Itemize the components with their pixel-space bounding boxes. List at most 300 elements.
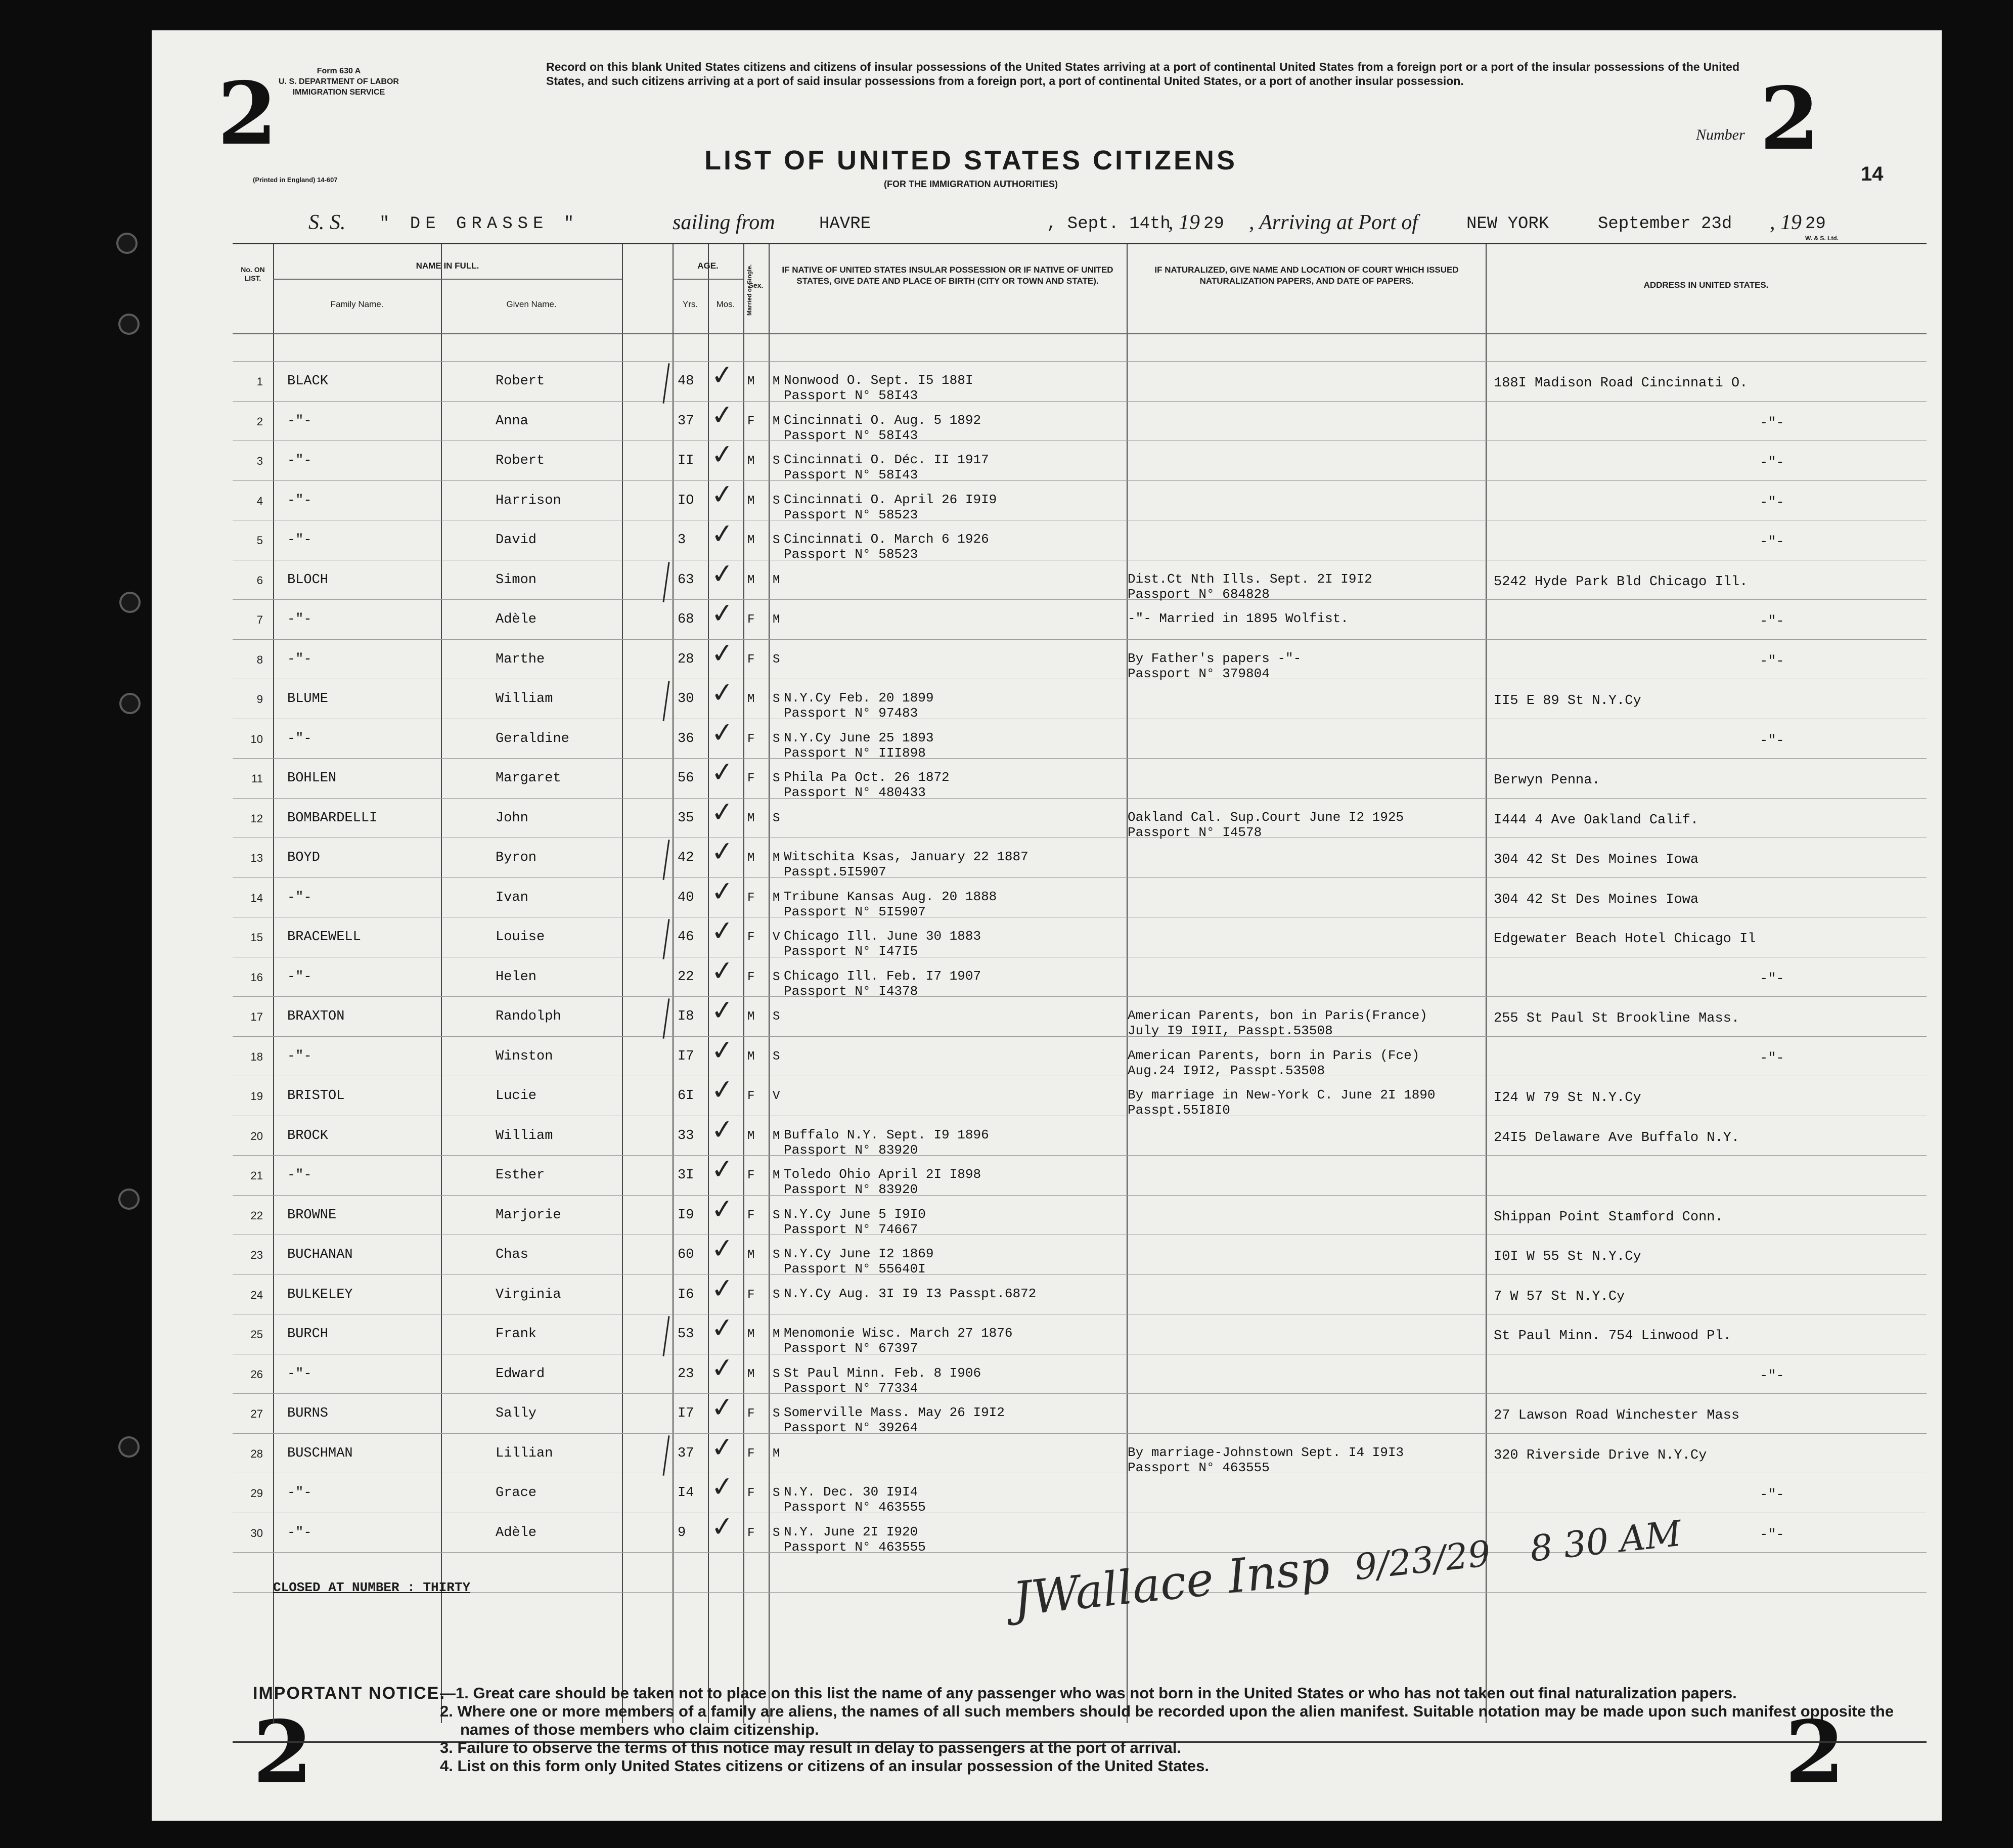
address: St Paul Minn. 754 Linwood Pl.	[1494, 1329, 1731, 1344]
address: 7 W 57 St N.Y.Cy	[1494, 1289, 1625, 1304]
row-number: 28	[250, 1447, 263, 1460]
row-number: 1	[256, 375, 263, 388]
binder-hole	[118, 314, 140, 335]
checkmark-icon: ✓	[709, 477, 735, 511]
given-name: Winston	[496, 1048, 553, 1064]
family-name: BURCH	[287, 1327, 329, 1342]
marital-status: V	[773, 1089, 780, 1103]
important-notice	[253, 1684, 1916, 1775]
arrival-port: NEW YORK	[1466, 214, 1549, 234]
printer-mark: W. & S. Ltd.	[1805, 235, 1839, 242]
signature-date: 9/23/29	[1352, 1532, 1493, 1589]
family-name: -"-	[287, 651, 312, 667]
sex: M	[747, 1129, 755, 1143]
binder-hole	[119, 693, 141, 714]
family-name: -"-	[287, 1366, 312, 1382]
naturalization-info: By marriage-Johnstown Sept. I4 I9I3	[1128, 1444, 1404, 1460]
sex: M	[747, 692, 755, 706]
checkmark-icon: ✓	[709, 398, 735, 432]
age-years: 33	[678, 1128, 694, 1143]
checkmark-icon: ✓	[709, 1192, 735, 1226]
address: -"-	[1760, 653, 1784, 669]
row-number: 5	[256, 534, 263, 547]
birth-info: Passport N° 58I43	[784, 388, 918, 403]
checkmark-icon: ✓	[709, 993, 735, 1027]
marital-status: S	[773, 652, 780, 667]
ruled-line	[233, 480, 1927, 481]
checkmark-icon: ✓	[709, 1112, 735, 1147]
sex: F	[747, 970, 755, 984]
checkmark-icon: ✓	[709, 1231, 735, 1265]
sex: M	[747, 573, 755, 587]
ruled-line	[233, 401, 1927, 402]
marital-status: S	[773, 811, 780, 825]
naturalization-info: Passport N° I4578	[1128, 824, 1262, 840]
notice-item-1: —1. Great care should be taken not to place on this list the name of any passenger who was not born in the United States or who has not taken out final naturalization papers.	[440, 1684, 1737, 1702]
birth-info: Passport N° 463555	[784, 1500, 926, 1515]
given-name: Simon	[496, 572, 537, 588]
age-years: 36	[678, 731, 694, 746]
row-number: 2	[256, 415, 263, 428]
age-years: IO	[678, 493, 694, 508]
row-number: 3	[256, 455, 263, 467]
sex: M	[747, 1049, 755, 1064]
column-divider	[1127, 244, 1128, 1723]
address: 304 42 St Des Moines Iowa	[1494, 892, 1699, 907]
big-list-number-bottom-right: 2	[1785, 1702, 1845, 1803]
row-number: 23	[250, 1249, 263, 1261]
arrival-date: September 23d	[1598, 214, 1732, 234]
header-married-single: Married or Single.	[746, 264, 753, 316]
age-years: 53	[678, 1327, 694, 1342]
sex: F	[747, 1288, 755, 1302]
birth-info: Passport N° I47I5	[784, 944, 918, 959]
marital-status: M	[773, 1169, 780, 1182]
header-age-months: Mos.	[716, 299, 735, 309]
row-number: 29	[250, 1487, 263, 1500]
notice-item-4: 4. List on this form only United States citizens or citizens of an insular possession of the United States.	[440, 1757, 1209, 1775]
departure-date: , Sept. 14th	[1047, 214, 1171, 234]
sex: F	[747, 1407, 755, 1421]
family-group-tick	[662, 681, 669, 721]
given-name: William	[496, 691, 553, 707]
family-name: BUSCHMAN	[287, 1445, 353, 1461]
checkmark-icon: ✓	[709, 358, 735, 392]
page-subtitle: (FOR THE IMMIGRATION AUTHORITIES)	[884, 179, 1058, 189]
family-group-tick	[662, 840, 669, 880]
birth-info: Passport N° 58I43	[784, 467, 918, 482]
given-name: Robert	[496, 453, 545, 468]
signature-time: 8 30 AM	[1528, 1512, 1684, 1570]
age-years: 6I	[678, 1088, 694, 1104]
birth-info: Passport N° 480433	[784, 785, 926, 800]
age-years: 3I	[678, 1168, 694, 1183]
family-group-tick	[662, 1435, 669, 1476]
age-years: II	[678, 453, 694, 468]
service: IMMIGRATION SERVICE	[292, 88, 385, 97]
marital-status: M	[773, 1328, 780, 1341]
birth-info: Passport N° 58523	[784, 507, 918, 522]
departure-year: 29	[1203, 214, 1224, 234]
age-years: I9	[678, 1207, 694, 1223]
age-years: 42	[678, 850, 694, 865]
sex: M	[747, 1367, 755, 1381]
age-years: 37	[678, 1445, 694, 1461]
family-name: -"-	[287, 612, 312, 627]
given-name: David	[496, 533, 537, 548]
sex: F	[747, 1526, 755, 1540]
age-years: 56	[678, 771, 694, 786]
column-divider	[769, 244, 770, 1723]
age-years: I8	[678, 1009, 694, 1024]
birth-info: N.Y.Cy June 5 I9I0	[784, 1206, 926, 1222]
given-name: Ivan	[496, 890, 528, 905]
address: -"-	[1760, 415, 1784, 431]
row-number: 17	[250, 1010, 263, 1023]
checkmark-icon: ✓	[709, 914, 735, 948]
address: I444 4 Ave Oakland Calif.	[1494, 812, 1699, 828]
form-number: Form 630 A	[317, 67, 361, 75]
family-name: BLACK	[287, 374, 329, 389]
header-name-in-full: NAME IN FULL.	[416, 261, 479, 271]
given-name: Marjorie	[496, 1207, 561, 1223]
given-name: Harrison	[496, 493, 561, 508]
family-name: BOYD	[287, 850, 320, 865]
marital-status: S	[773, 1367, 780, 1381]
checkmark-icon: ✓	[709, 834, 735, 868]
sex: M	[747, 1010, 755, 1024]
given-name: Chas	[496, 1247, 528, 1262]
checkmark-icon: ✓	[709, 1470, 735, 1504]
checkmark-icon: ✓	[709, 1350, 735, 1385]
header-family-name: Family Name.	[330, 299, 384, 309]
row-number: 12	[250, 812, 263, 825]
checkmark-icon: ✓	[709, 795, 735, 829]
age-years: 35	[678, 810, 694, 826]
row-number: 24	[250, 1288, 263, 1301]
column-divider	[743, 244, 744, 1723]
notice-item-3: 3. Failure to observe the terms of this notice may result in delay to passengers at the port of arrival.	[440, 1739, 1182, 1756]
checkmark-icon: ✓	[709, 556, 735, 591]
birth-info: St Paul Minn. Feb. 8 I906	[784, 1365, 981, 1381]
address: -"-	[1760, 455, 1784, 470]
sex: M	[747, 494, 755, 508]
ruled-line	[233, 599, 1927, 600]
name-subheader-line	[273, 279, 622, 280]
birth-info: Passpt.5I5907	[784, 864, 886, 879]
family-name: -"-	[287, 1485, 312, 1501]
naturalization-info: Oakland Cal. Sup.Court June I2 1925	[1128, 809, 1404, 825]
row-number: 18	[250, 1050, 263, 1063]
ruled-line	[233, 1433, 1927, 1434]
closed-at-number: CLOSED AT NUMBER : THIRTY	[273, 1580, 471, 1595]
family-name: BLOCH	[287, 572, 329, 588]
row-number: 22	[250, 1209, 263, 1222]
birth-info: Cincinnati O. Déc. II 1917	[784, 452, 989, 467]
family-name: BLUME	[287, 691, 329, 707]
marital-status: S	[773, 1526, 780, 1540]
checkmark-icon: ✓	[709, 755, 735, 789]
given-name: Sally	[496, 1406, 537, 1421]
row-number: 11	[251, 772, 263, 785]
birth-info: Passport N° 58523	[784, 547, 918, 562]
row-number: 26	[250, 1368, 263, 1381]
column-divider	[673, 244, 674, 1723]
birth-info: Menomonie Wisc. March 27 1876	[784, 1326, 1013, 1341]
given-name: Louise	[496, 930, 545, 945]
checkmark-icon: ✓	[709, 715, 735, 750]
binder-hole	[119, 592, 141, 613]
sex: M	[747, 454, 755, 468]
given-name: Byron	[496, 850, 537, 865]
checkmark-icon: ✓	[709, 596, 735, 630]
ruled-line	[233, 1155, 1927, 1156]
family-name: BULKELEY	[287, 1287, 353, 1302]
address: -"-	[1760, 495, 1784, 510]
birth-info: Passport N° 77334	[784, 1380, 918, 1396]
family-group-tick	[662, 998, 669, 1039]
manifest-sheet	[152, 30, 1942, 1821]
checkmark-icon: ✓	[709, 1271, 735, 1305]
birth-info: Passport N° 39264	[784, 1420, 918, 1435]
marital-status: S	[773, 1248, 780, 1262]
birth-info: Passport N° 463555	[784, 1539, 926, 1555]
header-birth: IF NATIVE OF UNITED STATES INSULAR POSSESSION OR IF NATIVE OF UNITED STATES, GIVE DATE AND PLACE OF BIRTH (CITY OR TOWN AND STATE).	[782, 265, 1113, 286]
ss-label: S. S.	[308, 211, 346, 234]
checkmark-icon: ✓	[709, 1033, 735, 1067]
checkmark-icon: ✓	[709, 1311, 735, 1345]
birth-info: Passport N° 83920	[784, 1142, 918, 1158]
sex: F	[747, 1208, 755, 1222]
marital-status: S	[773, 1288, 780, 1302]
big-list-number-top-left: 2	[217, 63, 278, 164]
big-list-number-top-right: 2	[1760, 68, 1820, 169]
ruled-line	[233, 1195, 1927, 1196]
birth-info: Passport N° 97483	[784, 706, 918, 721]
binder-hole	[116, 233, 138, 254]
marital-status: M	[773, 573, 780, 587]
naturalization-info: Aug.24 I9I2, Passpt.53508	[1128, 1063, 1325, 1078]
row-number: 27	[250, 1407, 263, 1420]
birth-info: Nonwood O. Sept. I5 188I	[784, 373, 973, 388]
sex: M	[747, 1248, 755, 1262]
given-name: John	[496, 810, 528, 826]
header-divider	[233, 333, 1927, 334]
sex: M	[747, 811, 755, 825]
birth-info: Passport N° 67397	[784, 1341, 918, 1356]
arriving-label: , Arriving at Port of	[1249, 211, 1418, 234]
family-group-tick	[662, 562, 669, 602]
given-name: Helen	[496, 969, 537, 985]
intro-text: Record on this blank United States citizens and citizens of insular possessions of the United States arriving at a port of continental United States from a foreign port or a port of the insular possessions of the United States, and such citizens arriving at a port of said insular possessions from a foreign port, a port of continental United States, or a port of another insular possession.	[546, 60, 1739, 87]
family-group-tick	[662, 1316, 669, 1356]
birth-info: Passport N° III898	[784, 745, 926, 761]
given-name: Margaret	[496, 771, 561, 786]
age-years: I7	[678, 1048, 694, 1064]
address: -"-	[1760, 1050, 1784, 1066]
birth-info: Buffalo N.Y. Sept. I9 1896	[784, 1127, 989, 1142]
birth-info: N.Y.Cy June 25 1893	[784, 730, 934, 745]
checkmark-icon: ✓	[709, 1152, 735, 1186]
birth-info: Cincinnati O. Aug. 5 1892	[784, 412, 981, 428]
birth-info: N.Y. June 2I I920	[784, 1524, 918, 1539]
family-name: -"-	[287, 413, 312, 429]
row-number: 19	[250, 1090, 263, 1103]
birth-info: Toledo Ohio April 2I I898	[784, 1167, 981, 1182]
marital-status: M	[773, 891, 780, 905]
arrival-year: 29	[1805, 214, 1826, 234]
birth-info: Passport N° 83920	[784, 1182, 918, 1197]
marital-status: S	[773, 732, 780, 746]
marital-status: S	[773, 1486, 780, 1500]
birth-info: N.Y. Dec. 30 I9I4	[784, 1484, 918, 1500]
sex: F	[747, 1446, 755, 1461]
marital-status: S	[773, 1010, 780, 1024]
age-years: 28	[678, 651, 694, 667]
address: -"-	[1760, 535, 1784, 550]
number-label: Number	[1696, 126, 1745, 143]
ruled-line	[233, 1393, 1927, 1394]
marital-status: S	[773, 1407, 780, 1421]
family-name: BRAXTON	[287, 1009, 345, 1024]
row-number: 14	[250, 891, 263, 904]
family-name: -"-	[287, 890, 312, 905]
header-sex: Sex.	[748, 281, 764, 289]
ruled-line	[233, 639, 1927, 640]
naturalization-info: -"- Married in 1895 Wolfist.	[1128, 611, 1349, 626]
row-number: 16	[250, 971, 263, 984]
family-name: BUCHANAN	[287, 1247, 353, 1262]
family-name: -"-	[287, 1168, 312, 1183]
sex: F	[747, 732, 755, 746]
address: 255 St Paul St Brookline Mass.	[1494, 1011, 1740, 1026]
marital-status: S	[773, 494, 780, 508]
sex: F	[747, 652, 755, 667]
marital-status: M	[773, 1129, 780, 1143]
column-divider	[441, 244, 442, 1723]
marital-status: S	[773, 1049, 780, 1064]
birth-info: Somerville Mass. May 26 I9I2	[784, 1405, 1005, 1420]
row-number: 10	[250, 732, 263, 745]
marital-status: S	[773, 970, 780, 984]
address: -"-	[1760, 971, 1784, 987]
family-name: -"-	[287, 493, 312, 508]
ruled-line	[233, 361, 1927, 362]
page-title: LIST OF UNITED STATES CITIZENS	[704, 145, 1237, 175]
checkmark-icon: ✓	[709, 1073, 735, 1107]
column-divider	[622, 244, 623, 1723]
row-number: 21	[250, 1169, 263, 1182]
given-name: Grace	[496, 1485, 537, 1501]
address: -"-	[1760, 614, 1784, 629]
ruled-line	[233, 1036, 1927, 1037]
address: -"-	[1760, 1527, 1784, 1543]
checkmark-icon: ✓	[709, 874, 735, 908]
row-number: 20	[250, 1129, 263, 1142]
birth-info: Passport N° 5I5907	[784, 904, 926, 919]
header-age-years: Yrs.	[682, 299, 698, 309]
family-name: BRISTOL	[287, 1088, 345, 1104]
checkmark-icon: ✓	[709, 437, 735, 471]
sex: F	[747, 1089, 755, 1103]
birth-info: Tribune Kansas Aug. 20 1888	[784, 889, 997, 904]
checkmark-icon: ✓	[709, 1509, 735, 1544]
ruled-line	[233, 877, 1927, 878]
family-name: -"-	[287, 969, 312, 985]
address: 24I5 Delaware Ave Buffalo N.Y.	[1494, 1130, 1740, 1146]
address: -"-	[1760, 733, 1784, 749]
given-name: Randolph	[496, 1009, 561, 1024]
binder-hole	[118, 1189, 140, 1210]
address: 5242 Hyde Park Bld Chicago Ill.	[1494, 574, 1748, 590]
age-years: 60	[678, 1247, 694, 1262]
age-years: 9	[678, 1525, 686, 1541]
sex: M	[747, 851, 755, 865]
family-name: -"-	[287, 1048, 312, 1064]
sex: F	[747, 772, 755, 785]
naturalization-info: Passpt.55I8I0	[1128, 1103, 1230, 1118]
birth-info: Witschita Ksas, January 22 1887	[784, 849, 1028, 864]
given-name: Lillian	[496, 1445, 553, 1461]
family-name: BROWNE	[287, 1207, 337, 1223]
marital-status: S	[773, 454, 780, 468]
age-subheader-line	[673, 279, 743, 280]
given-name: Frank	[496, 1327, 537, 1342]
year-prefix-2: , 19	[1770, 211, 1802, 234]
printed-note: (Printed in England) 14-607	[253, 176, 338, 184]
birth-info: N.Y.Cy Aug. 3I I9 I3 Passpt.6872	[784, 1286, 1037, 1301]
age-years: 30	[678, 691, 694, 707]
column-divider	[708, 244, 709, 1723]
checkmark-icon: ✓	[709, 1390, 735, 1424]
address: 304 42 St Des Moines Iowa	[1494, 852, 1699, 867]
birth-info: Passport N° 55640I	[784, 1261, 926, 1277]
given-name: Geraldine	[496, 731, 569, 746]
marital-status: M	[773, 375, 780, 388]
age-years: I4	[678, 1485, 694, 1501]
checkmark-icon: ✓	[709, 953, 735, 988]
birth-info: Chicago Ill. Feb. I7 1907	[784, 968, 981, 984]
address: 320 Riverside Drive N.Y.Cy	[1494, 1447, 1707, 1463]
notice-lead: IMPORTANT NOTICE.	[253, 1684, 445, 1703]
naturalization-info: American Parents, born in Paris (Fce)	[1128, 1047, 1420, 1063]
given-name: Adèle	[496, 1525, 537, 1541]
age-years: 48	[678, 374, 694, 389]
marital-status: S	[773, 772, 780, 785]
birth-info: Phila Pa Oct. 26 1872	[784, 770, 950, 785]
given-name: Esther	[496, 1168, 545, 1183]
row-number: 6	[256, 574, 263, 587]
age-years: 22	[678, 969, 694, 985]
notice-item-2: 2. Where one or more members of a family are aliens, the names of all such members should be recorded upon the alien manifest. Suitable notation may be made upon such manifest opposite the names of those members who claim citizenship.	[440, 1702, 1894, 1738]
age-years: 46	[678, 930, 694, 945]
ship-name: " DE GRASSE "	[379, 214, 579, 234]
family-group-tick	[662, 363, 669, 404]
birth-info: Cincinnati O. March 6 1926	[784, 532, 989, 547]
row-number: 30	[250, 1526, 263, 1539]
age-years: I6	[678, 1287, 694, 1302]
naturalization-info: Passport N° 463555	[1128, 1460, 1270, 1475]
marital-status: M	[773, 414, 780, 428]
given-name: Adèle	[496, 612, 537, 627]
sex: F	[747, 931, 755, 944]
family-name: BROCK	[287, 1128, 329, 1143]
family-name: -"-	[287, 533, 312, 548]
address: I0I W 55 St N.Y.Cy	[1494, 1249, 1641, 1264]
marital-status: S	[773, 692, 780, 706]
row-number: 8	[256, 653, 263, 666]
binder-hole	[118, 1436, 140, 1458]
